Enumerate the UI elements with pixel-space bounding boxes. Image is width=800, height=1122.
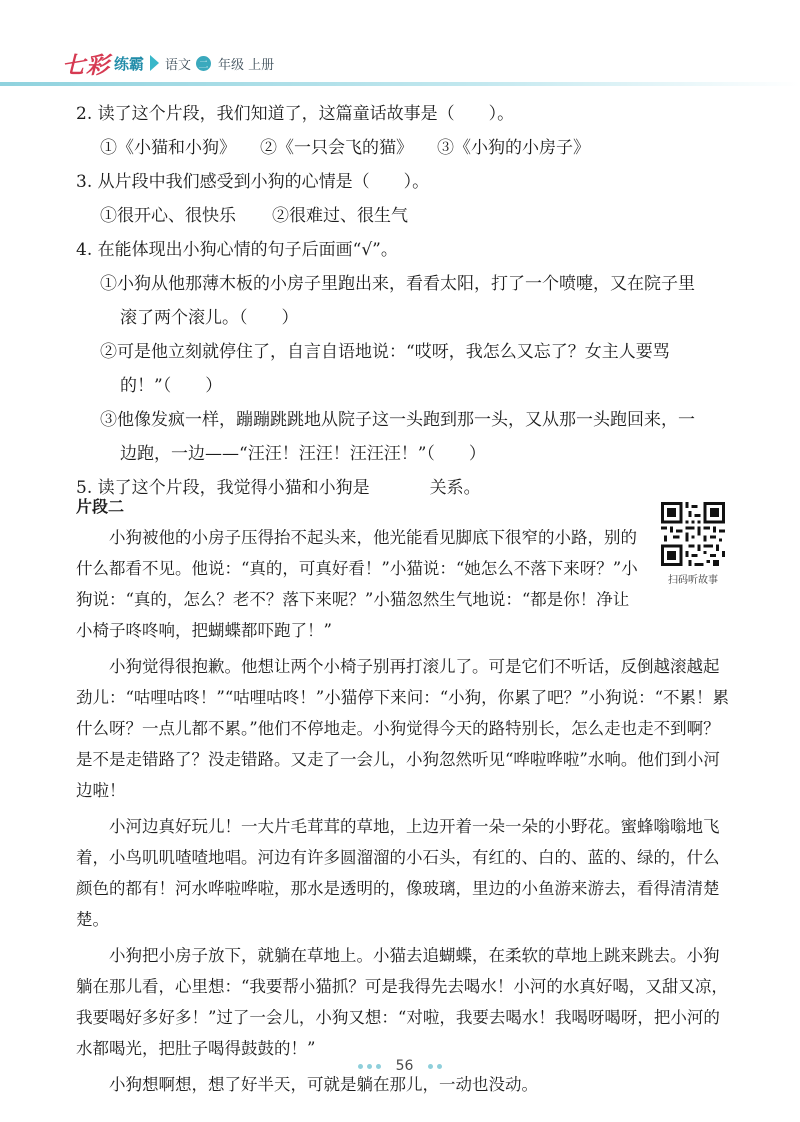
option-1: ①《小猫和小狗》 bbox=[100, 138, 236, 158]
question-2-options bbox=[76, 131, 732, 165]
decor-dot bbox=[437, 1064, 442, 1069]
page-footer bbox=[0, 1058, 800, 1074]
questions-section bbox=[76, 97, 732, 505]
sentence-3-line-1: ③他像发疯一样，蹦蹦跳跳地从院子这一头跑到那一头，又从那一头跑回来，一 bbox=[100, 410, 695, 430]
brand-logo: 七彩 bbox=[62, 51, 110, 79]
story-paragraph-3: 小河边真好玩儿！一大片毛茸茸的草地，上边开着一朵一朵的小野花。蜜蜂嗡嗡地飞着，小鸟叽叽喳喳地唱。河边有许多圆溜溜的小石头，有红的、白的、蓝的、绿的，什么颜色的都有！河水哗啦哗啦，那水是透明的，像玻璃，里边的小鱼游来游去，看得清清楚楚。 bbox=[76, 817, 720, 929]
qr-code-icon[interactable] bbox=[661, 502, 725, 566]
page-header bbox=[62, 48, 274, 78]
grade-badge: 二 bbox=[196, 56, 211, 71]
section-title: 片段二 bbox=[76, 497, 125, 516]
page-number: 56 bbox=[395, 1058, 414, 1074]
header-divider bbox=[0, 82, 800, 86]
brand-subtitle: 练霸 bbox=[114, 54, 145, 73]
chevron-right-icon bbox=[150, 55, 159, 71]
story-paragraph-5: 小狗想啊想，想了好半天，可就是躺在那儿，一动也没动。 bbox=[109, 1075, 538, 1094]
option-2: ②很难过、很生气 bbox=[272, 206, 408, 226]
option-1: ①很开心、很快乐 bbox=[100, 206, 236, 226]
story-paragraph-1: 小狗被他的小房子压得抬不起头来，他光能看见脚底下很窄的小路，别的什么都看不见。他说：“真的，可真好看！”小猫说：“她怎么不落下来呀？”小狗说：“真的，怎么？老不？落下来呢？”小猫忽然生气地说：“都是你！净让小椅子咚咚响，把蝴蝶都吓跑了！” bbox=[76, 528, 638, 640]
sentence-1-line-1: ①小狗从他那薄木板的小房子里跑出来，看看太阳，打了一个喷嚏，又在院子里 bbox=[100, 274, 695, 294]
grade-label: 年级 上册 bbox=[218, 57, 275, 73]
subject-label: 语文 bbox=[165, 57, 192, 73]
question-5-suffix: 关系。 bbox=[429, 478, 481, 498]
sentence-1-line-2: 滚了两个滚儿。（ ） bbox=[120, 308, 299, 328]
story-text bbox=[76, 522, 732, 1100]
qr-block bbox=[657, 502, 729, 586]
question-3: 3. 从片段中我们感受到小狗的心情是（ ）。 bbox=[76, 172, 430, 192]
decor-dot bbox=[428, 1064, 433, 1069]
decor-dot bbox=[367, 1064, 372, 1069]
decor-dot bbox=[376, 1064, 381, 1069]
question-3-options bbox=[76, 199, 732, 233]
qr-caption: 扫码听故事 bbox=[668, 575, 718, 586]
sentence-2-line-2: 的！”（ ） bbox=[120, 376, 223, 396]
question-2: 2. 读了这个片段，我们知道了，这篇童话故事是（ ）。 bbox=[76, 104, 515, 124]
option-3: ③《小狗的小房子》 bbox=[437, 138, 590, 158]
sentence-2-line-1: ②可是他立刻就停住了，自言自语地说：“哎呀，我怎么又忘了？女主人要骂 bbox=[100, 342, 670, 362]
sentence-3-line-2: 边跑，一边——“汪汪！汪汪！汪汪汪！”（ ） bbox=[120, 444, 486, 464]
question-4: 4. 在能体现出小狗心情的句子后面画“√”。 bbox=[76, 240, 398, 260]
question-5-prompt: 5. 读了这个片段，我觉得小猫和小狗是 bbox=[76, 478, 370, 498]
fragment-two bbox=[76, 490, 732, 1105]
decor-dot bbox=[358, 1064, 363, 1069]
story-paragraph-4: 小狗把小房子放下，就躺在草地上。小猫去追蝴蝶，在柔软的草地上跳来跳去。小狗躺在那儿看，心里想：“我要帮小猫抓？可是我得先去喝水！小河的水真好喝，又甜又凉，我要喝好多好多！”过了一会儿，小狗又想：“对啦，我要去喝水！我喝呀喝呀，把小河的水都喝光，把肚子喝得鼓鼓的！” bbox=[76, 946, 728, 1058]
option-2: ②《一只会飞的猫》 bbox=[260, 138, 413, 158]
story-paragraph-2: 小狗觉得很抱歉。他想让两个小椅子别再打滚儿了。可是它们不听话，反倒越滚越起劲儿：“咕哩咕咚！”“咕哩咕咚！”小猫停下来问：“小狗，你累了吧？”小狗说：“不累！累什么呀？一点儿都不累。”他们不停地走。小狗觉得今天的路特别长，怎么走也走不到啊？是不是走错路了？没走错路。又走了一会儿，小狗忽然听见“哗啦哗啦”水响。他们到小河边啦！ bbox=[76, 657, 730, 800]
